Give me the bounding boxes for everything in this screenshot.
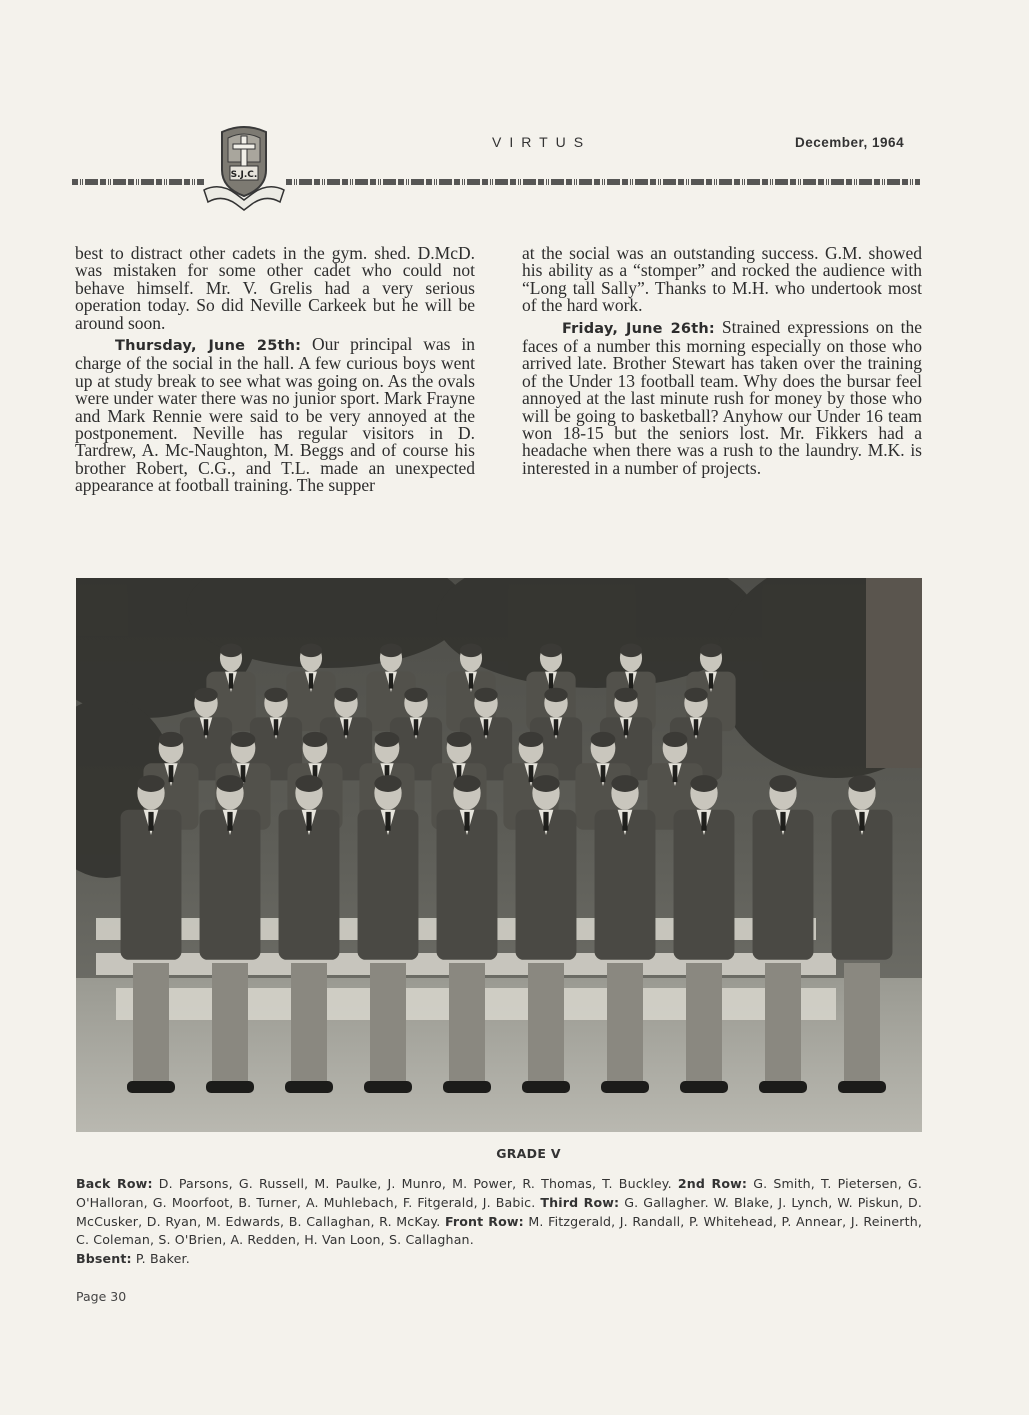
row-names: G. Smith, T. Pietersen, G. O'Halloran, G. Moorfoot, B. Turner, A. Muhlebach, F. Fitgerald, J. Babic.	[76, 1176, 922, 1210]
row-names: G. Gallagher. W. Blake, J. Lynch, W. Piskun, D. McCusker, D. Ryan, M. Edwards, B. Callaghan, R. McKay.	[76, 1194, 922, 1229]
row-label: Back Row:	[76, 1176, 153, 1191]
header-rule-left	[72, 179, 204, 185]
issue-date: December, 1964	[795, 135, 905, 150]
diary-continuation: at the social was an outstanding success. G.M. showed his ability as a “stomper” and rocked the audience with “Long tall Sally”. Thanks to M.H. who undertook most of the hard work.	[522, 243, 922, 316]
page-number: Page 30	[76, 1289, 127, 1304]
diary-continuation: best to distract other cadets in the gym. shed. D.McD. was mistaken for some other cadet who could not behave himself. Mr. V. Grelis had a very serious operation today. So did Neville Carkeek but he will be around soon.	[75, 243, 475, 333]
row-label: Third Row:	[540, 1194, 620, 1210]
entry-text: Strained expressions on the faces of a number this morning especially on those who arrived late. Brother Stewart has taken over the training of the Under 13 football team. Why does the bursar feel annoyed at the last minute rush for money by those who will be going to basketball? Anyhow our Under 16 team won 18-15 but the seniors lost. Mr. Fikkers had a headache when there was a rush to the laundry. M.K. is interested in a number of projects.	[522, 316, 923, 478]
diary-entry	[522, 316, 923, 478]
diary-entry	[75, 336, 475, 495]
diary-column-right	[522, 245, 922, 477]
entry-text: Our principal was in charge of the social in the hall. A few curious boys went up at study break to see what was going on. As the ovals were under water there was no junior sport. Mark Frayne and Mark Rennie were said to be very annoyed at the postponement. Neville has regular visitors in D. Tardrew, A. Mc-Naughton, M. Beggs and of course his brother Robert, C.G., and T.L. made an unexpected appearance at football training. The supper	[75, 334, 475, 496]
class-group-photo	[76, 578, 922, 1132]
school-crest-icon	[200, 122, 288, 212]
row-names: M. Fitzgerald, J. Randall, P. Whitehead, P. Annear, J. Reinerth, C. Coleman, S. O'Brien, A. Redden, H. Van Loon, S. Callaghan.	[76, 1213, 922, 1248]
entry-date: Thursday, June 25th:	[115, 338, 302, 355]
brick-wall	[866, 578, 922, 768]
row-names: D. Parsons, G. Russell, M. Paulke, J. Munro, M. Power, R. Thomas, T. Buckley.	[152, 1176, 678, 1191]
row-names: P. Baker.	[131, 1251, 190, 1267]
photo-caption	[76, 1175, 922, 1269]
svg-text:S.J.C.: S.J.C.	[230, 170, 258, 180]
photo-caption-title	[0, 1146, 1029, 1161]
header-rule-right	[286, 179, 920, 185]
caption-title-text: GRADE V	[496, 1146, 561, 1161]
row-label: 2nd Row:	[677, 1176, 748, 1191]
journal-title: VIRTUS	[492, 134, 592, 150]
diary-column-left	[75, 245, 475, 495]
entry-date: Friday, June 26th:	[562, 320, 715, 337]
row-label: Bbsent:	[76, 1251, 132, 1267]
row-label: Front Row:	[444, 1213, 524, 1229]
